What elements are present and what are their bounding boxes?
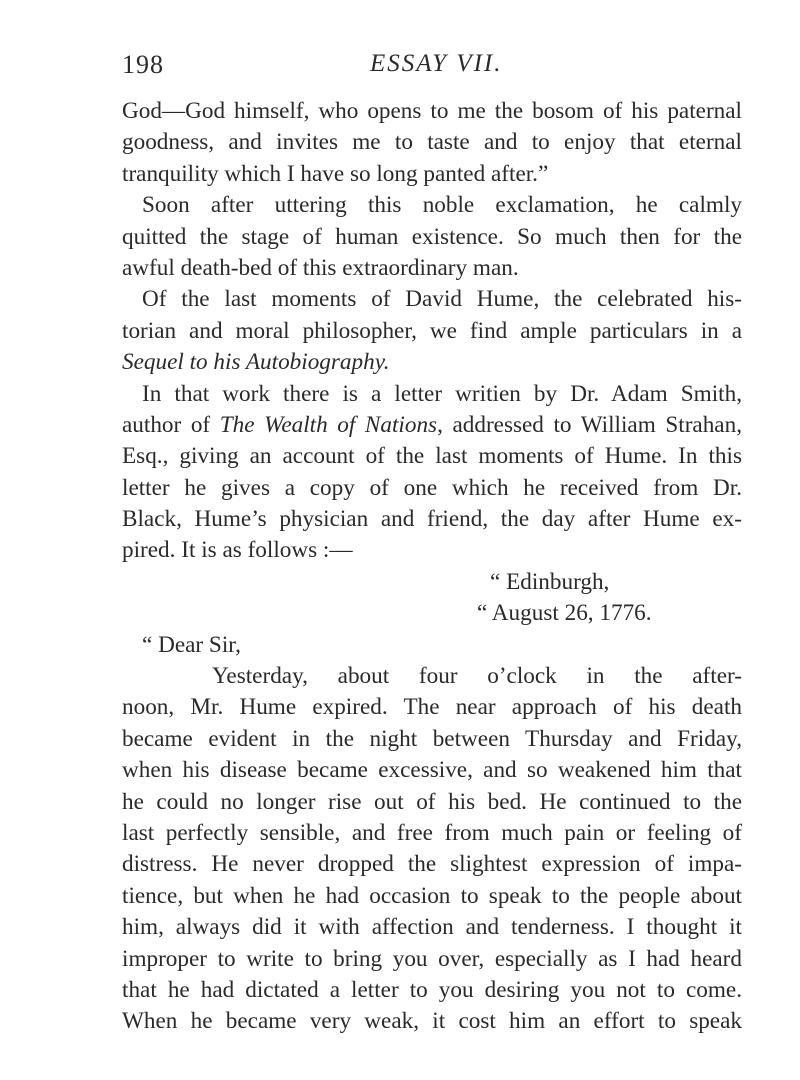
book-title-italic: Sequel to his Autobiography. bbox=[122, 349, 390, 376]
text-line: when his disease became excessive, and so weakened him that bbox=[122, 757, 742, 784]
text-line: goodness, and invites me to taste and to enjoy that eternal bbox=[122, 129, 742, 156]
text-line: Black, Hume’s physician and friend, the day after Hume ex- bbox=[122, 506, 742, 533]
body-text bbox=[122, 96, 742, 1038]
text-line: Of the last moments of David Hume, the celebrated his- bbox=[142, 286, 742, 313]
page-number: 198 bbox=[122, 50, 164, 79]
text-segment: , addressed to William Strahan, bbox=[437, 411, 742, 438]
text-line: God—God himself, who opens to me the bosom of his paternal bbox=[122, 98, 742, 124]
text-line: In that work there is a letter writien by Dr. Adam Smith, bbox=[142, 380, 742, 407]
text-line: he could no longer rise out of his bed. He continued to the bbox=[122, 788, 742, 815]
text-line: letter he gives a copy of one which he received from Dr. bbox=[122, 474, 742, 501]
running-title: ESSAY VII. bbox=[370, 50, 503, 77]
letter-date: “ August 26, 1776. bbox=[477, 600, 652, 627]
text-line: tranquility which I have so long panted after.” bbox=[122, 160, 549, 187]
book-title-italic: The Wealth of Nations bbox=[219, 411, 438, 438]
text-line: Soon after uttering this noble exclamation, he calmly bbox=[142, 192, 742, 219]
text-line: awful death-bed of this extraordinary man. bbox=[122, 254, 519, 281]
running-head bbox=[122, 50, 732, 90]
text-line: Yesterday, about four o’clock in the after- bbox=[212, 663, 742, 690]
text-line bbox=[122, 410, 742, 441]
text-line: him, always did it with affection and tenderness. I thought it bbox=[122, 914, 742, 941]
text-line: tience, but when he had occasion to speak to the people about bbox=[122, 882, 742, 909]
text-line: Esq., giving an account of the last moments of Hume. In this bbox=[122, 443, 742, 470]
text-segment: author of bbox=[122, 411, 220, 438]
text-line: last perfectly sensible, and free from much pain or feeling of bbox=[122, 819, 742, 846]
letter-salutation: “ Dear Sir, bbox=[142, 631, 241, 658]
text-line: quitted the stage of human existence. So much then for the bbox=[122, 223, 742, 250]
text-line: pired. It is as follows :— bbox=[122, 537, 353, 564]
letter-place: “ Edinburgh, bbox=[490, 568, 610, 595]
text-line: became evident in the night between Thursday and Friday, bbox=[122, 725, 742, 752]
text-line: improper to write to bring you over, especially as I had heard bbox=[122, 945, 742, 972]
text-line bbox=[122, 347, 742, 378]
text-line: distress. He never dropped the slightest expression of impa- bbox=[122, 851, 742, 878]
text-line: When he became very weak, it cost him an effort to speak bbox=[122, 1008, 742, 1035]
text-line: that he had dictated a letter to you desiring you not to come. bbox=[122, 976, 742, 1003]
text-line: noon, Mr. Hume expired. The near approach of his death bbox=[122, 694, 742, 721]
text-line: torian and moral philosopher, we find ample particulars in a bbox=[122, 317, 742, 344]
